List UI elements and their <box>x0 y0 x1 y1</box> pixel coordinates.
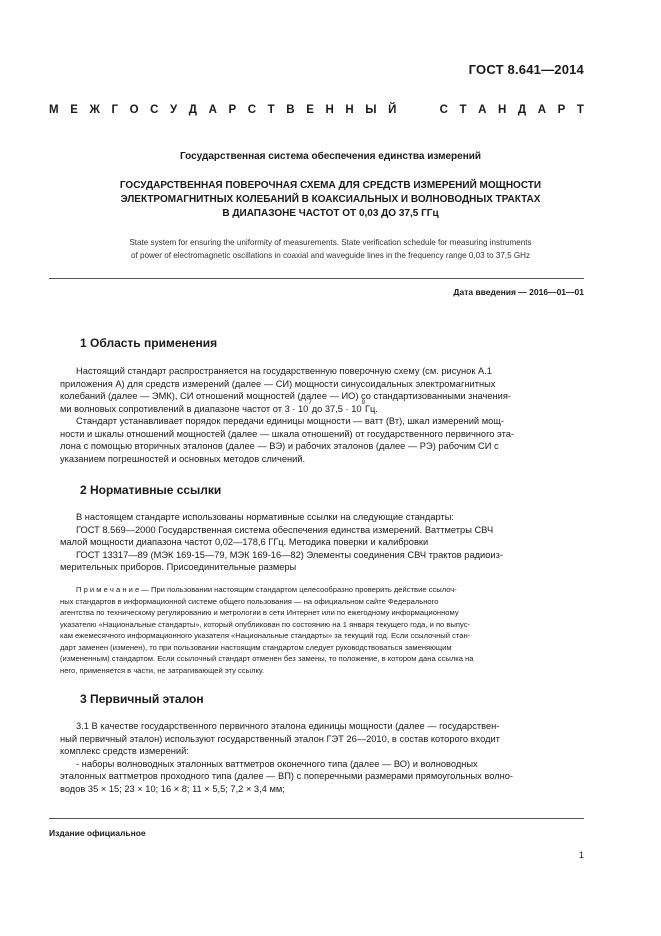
text-line: Стандарт устанавливает порядок передачи единицы мощности — ватт (Вт), шкал измерений мощ- <box>76 416 505 426</box>
banner-letter: Н <box>498 104 507 116</box>
english-title <box>60 236 601 262</box>
banner-letter: Р <box>557 104 566 116</box>
banner-letter: Н <box>345 104 354 116</box>
banner-letter: Г <box>111 104 118 116</box>
banner-letter: Т <box>576 104 584 116</box>
text-line: мерительных приборов. Присоединительные размеры <box>60 562 297 572</box>
text-line: колебаний (далее — ЭМК), СИ отношений мощностей (далее — ИО) со стандартизованными значения- <box>60 391 511 401</box>
section-1-heading: 1 Область применения <box>80 336 218 350</box>
banner-letter: Т <box>267 104 275 116</box>
section-2-note <box>60 584 581 676</box>
banner-letter: А <box>208 104 217 116</box>
banner-letter: Р <box>228 104 237 116</box>
banner-letter: С <box>150 104 159 116</box>
text-line: указанием погрешностей и основных методов сличений. <box>60 453 306 464</box>
banner-letter: С <box>439 104 448 116</box>
text-line: лона с помощью вторичных эталонов (далее — ВЭ) и рабочих эталонов (далее — РЭ) рабочим СИ с <box>60 441 499 451</box>
main-title-line: ЭЛЕКТРОМАГНИТНЫХ КОЛЕБАНИЙ В КОАКСИАЛЬНЫХ И ВОЛНОВОДНЫХ ТРАКТАХ <box>120 194 541 205</box>
text-line: 3.1 В качестве государственного первичного эталона единицы мощности (далее — государствен- <box>76 721 500 731</box>
note-line: (измененным) стандартом. Если ссылочный стандарт отменен без замены, то положение, в котором дана ссылка на <box>60 654 474 663</box>
english-title-line: State system for ensuring the uniformity of measurements. State verification schedule for measuring instruments <box>129 238 532 247</box>
footer-divider <box>49 818 584 819</box>
banner-letter: С <box>247 104 257 116</box>
main-title-line: ГОСУДАРСТВЕННАЯ ПОВЕРОЧНАЯ СХЕМА ДЛЯ СРЕДСТВ ИЗМЕРЕНИЙ МОЩНОСТИ <box>119 180 542 191</box>
note-line: П р и м е ч а н и е — При пользовании настоящим стандартом целесообразно проверить действие ссылоч- <box>76 585 457 594</box>
interstate-standard-banner <box>49 104 584 116</box>
note-line: кам ежемесячного информационного указателя «Национальные стандарты» за текущий год. Если ссылочный стан- <box>60 631 471 640</box>
note-line: указателю «Национальные стандарты», который опубликован по состоянию на 1 января текущего года, и по выпус- <box>60 619 471 629</box>
text-line: ГОСТ 8.569—2000 Государственная система обеспечения единства измерений. Ваттметры СВЧ <box>76 524 494 535</box>
text-line: эталонных ваттметров проходного типа (далее — ВП) с поперечными размерами прямоугольных волно- <box>60 771 514 781</box>
text-line: ности и шкалы отношений мощностей (далее — шкала отношений) от государственного первичного эта- <box>60 428 514 439</box>
banner-letter: А <box>478 104 487 116</box>
main-title <box>60 179 601 221</box>
banner-letter: А <box>537 104 547 116</box>
text-span: Гц. <box>364 403 378 414</box>
banner-letter: М <box>49 104 59 116</box>
text-line: ный первичный эталон) используют государственный эталон ГЭТ 26—2010, в состав которого входит <box>60 733 500 744</box>
section-3-paragraph <box>60 720 581 795</box>
page-number: 1 <box>578 850 584 860</box>
text-line: комплекс средств измерений: <box>60 746 189 756</box>
text-line: приложения А) для средств измерений (далее — СИ) мощности синусоидальных электромагнитных <box>60 378 496 389</box>
introduction-date: Дата введения — 2016—01—01 <box>453 287 584 297</box>
banner-letter: В <box>286 104 295 116</box>
text-span: ми волновых сопротивлений в диапазоне частот от 3 · 10 <box>60 403 309 414</box>
banner-letter: Ж <box>89 104 100 116</box>
superscript: 7 <box>308 399 312 406</box>
banner-letter: Т <box>459 104 467 116</box>
banner-letter: Д <box>188 104 197 116</box>
banner-letter: О <box>129 104 139 116</box>
superscript: 9 <box>361 399 365 406</box>
banner-letter: Е <box>70 104 78 116</box>
note-line: агентства по техническому регулированию и метрологии в сети Интернет или по ежегодному информационному <box>60 608 459 617</box>
text-line: - наборы волноводных эталонных ваттметров оконечного типа (далее — ВО) и волноводных <box>76 758 478 769</box>
section-3-heading: 3 Первичный эталон <box>80 692 204 706</box>
official-edition-label: Издание официальное <box>49 828 146 838</box>
header-divider <box>49 278 584 279</box>
main-title-line: В ДИАПАЗОНЕ ЧАСТОТ ОТ 0,03 ДО 37,5 ГГц <box>222 208 439 219</box>
system-title: Государственная система обеспечения единства измерений <box>179 151 482 162</box>
text-line: Настоящий стандарт распространяется на государственную поверочную схему (см. рисунок А.1 <box>76 366 492 376</box>
english-title-line: of power of electromagnetic oscillations in coaxial and waveguide lines in the frequency range 0,03 to 37,5 GHz <box>130 251 531 260</box>
banner-word-gap <box>408 104 428 116</box>
note-line: него, применяется в части, не затрагивающей эту ссылку. <box>60 665 265 675</box>
banner-letter: У <box>170 104 178 116</box>
section-1-paragraph-2 <box>60 415 581 465</box>
text-line: водов 35 × 15; 23 × 10; 16 × 8; 11 × 5,5; 7,2 × 3,4 мм; <box>60 783 285 794</box>
section-1-paragraph-1 <box>60 365 581 415</box>
text-span: до 37,5 · 10 <box>311 403 362 414</box>
section-2-heading: 2 Нормативные ссылки <box>80 483 222 497</box>
text-line: В настоящем стандарте использованы нормативные ссылки на следующие стандарты: <box>76 512 455 522</box>
text-line: малой мощности диапазона частот 0,02—178,6 ГГц. Методика поверки и калибровки <box>60 537 429 547</box>
banner-letter: Ы <box>365 104 377 116</box>
section-2-references <box>60 511 581 574</box>
banner-letter: Н <box>325 104 334 116</box>
banner-letter: Й <box>388 104 397 116</box>
banner-letter: Д <box>517 104 527 116</box>
text-line: ГОСТ 13317—89 (МЭК 169-15—79, МЭК 169-16—82) Элементы соединения СВЧ трактов радиоиз- <box>76 549 503 560</box>
banner-letter: Е <box>306 104 314 116</box>
note-line: дарт заменен (изменен), то при пользовании настоящим стандартом следует руководствоваться заменяющим <box>60 642 452 652</box>
note-line: ных стандартов в информационной системе общего пользования — на официальном сайте Федерального <box>60 596 439 606</box>
text-line <box>60 399 581 416</box>
standard-code: ГОСТ 8.641—2014 <box>468 62 584 77</box>
